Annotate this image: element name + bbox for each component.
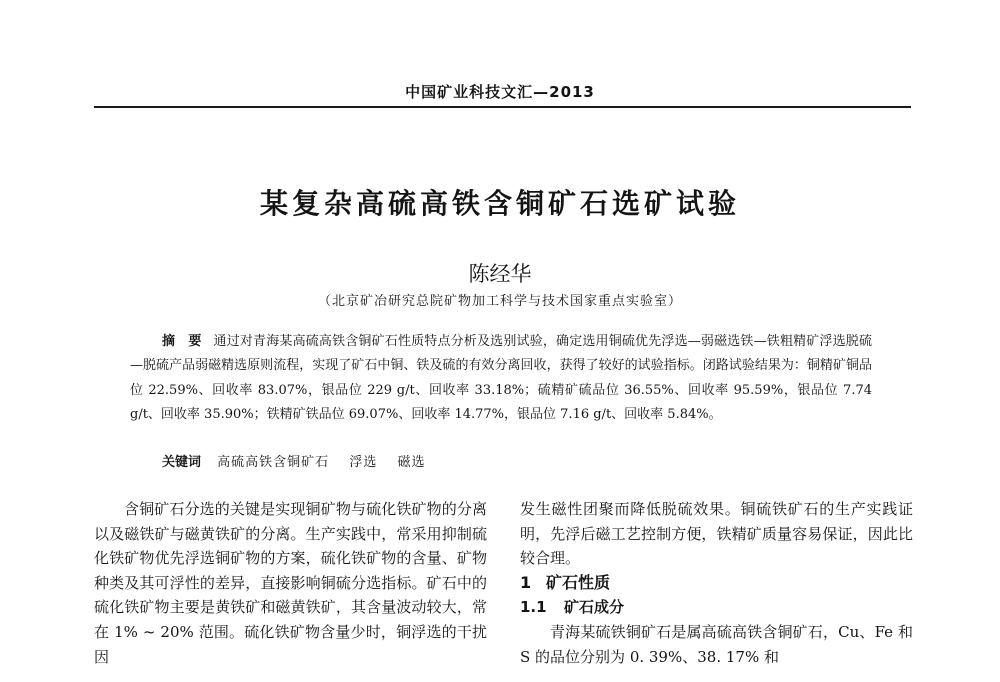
header-rule xyxy=(94,106,911,108)
keyword: 高硫高铁含铜矿石 xyxy=(217,455,330,470)
body-paragraph: 发生磁性团聚而降低脱硫效果。铜硫铁矿石的生产实践证明，先浮后磁工艺控制方便，铁精矿质量容易保证，因此比较合理。 xyxy=(520,500,913,568)
body-column-right xyxy=(520,497,913,669)
section-number: 1 xyxy=(520,572,532,592)
body-column-left xyxy=(94,497,487,669)
keywords xyxy=(162,451,441,470)
body-paragraph: 含铜矿石分选的关键是实现铜矿物与硫化铁矿物的分离以及磁铁矿与磁黄铁矿的分离。生产实践中，常采用抑制硫化铁矿物优先浮选铜矿物的方案，硫化铁矿物的含量、矿物种类及其可浮性的差异，直接影响铜硫分选指标。矿石中的硫化铁矿物主要是黄铁矿和磁黄铁矿，其含量波动较大，常在 1% ~ 20% 范围。硫化铁矿物含量少时，铜浮选的干扰因 xyxy=(94,500,487,666)
abstract-text: 通过对青海某高硫高铁含铜矿石性质特点分析及选别试验，确定选用铜硫优先浮选—弱磁选铁—铁粗精矿浮选脱硫—脱硫产品弱磁精选原则流程，实现了矿石中铜、铁及硫的有效分离回收，获得了较好的试验指标。闭路试验结果为：铜精矿铜品位 22.59%、回收率 83.07%，银品位 229 g/t、回收率 33.18%；硫精矿硫品位 36.55%、回收率 95.59%，银品位 7.74 g/t、回收率 35.90%；铁精矿铁品位 69.07%、回收率 14.77%，银品位 7.16 g/t、回收率 5.84%。 xyxy=(130,334,872,422)
keywords-label: 关键词 xyxy=(162,455,202,470)
section-heading xyxy=(520,571,913,596)
abstract xyxy=(130,330,872,427)
abstract-label: 摘 要 xyxy=(162,334,202,349)
subsection-number: 1.1 xyxy=(520,598,547,617)
body-paragraph: 青海某硫铁铜矿石是属高硫高铁含铜矿石，Cu、Fe 和 S 的品位分别为 0. 39%、38. 17% 和 xyxy=(520,622,913,666)
section-title: 矿石性质 xyxy=(546,572,611,592)
author-name: 陈经华 xyxy=(468,262,532,286)
keyword: 磁选 xyxy=(397,455,426,470)
article-title: 某复杂高硫高铁含铜矿石选矿试验 xyxy=(259,187,740,220)
subsection-heading xyxy=(520,595,913,620)
running-header: 中国矿业科技文汇—2013 xyxy=(405,83,595,101)
subsection-title: 矿石成分 xyxy=(564,598,625,617)
keyword: 浮选 xyxy=(349,455,378,470)
author-affiliation: （北京矿冶研究总院矿物加工科学与技术国家重点实验室） xyxy=(317,294,682,309)
